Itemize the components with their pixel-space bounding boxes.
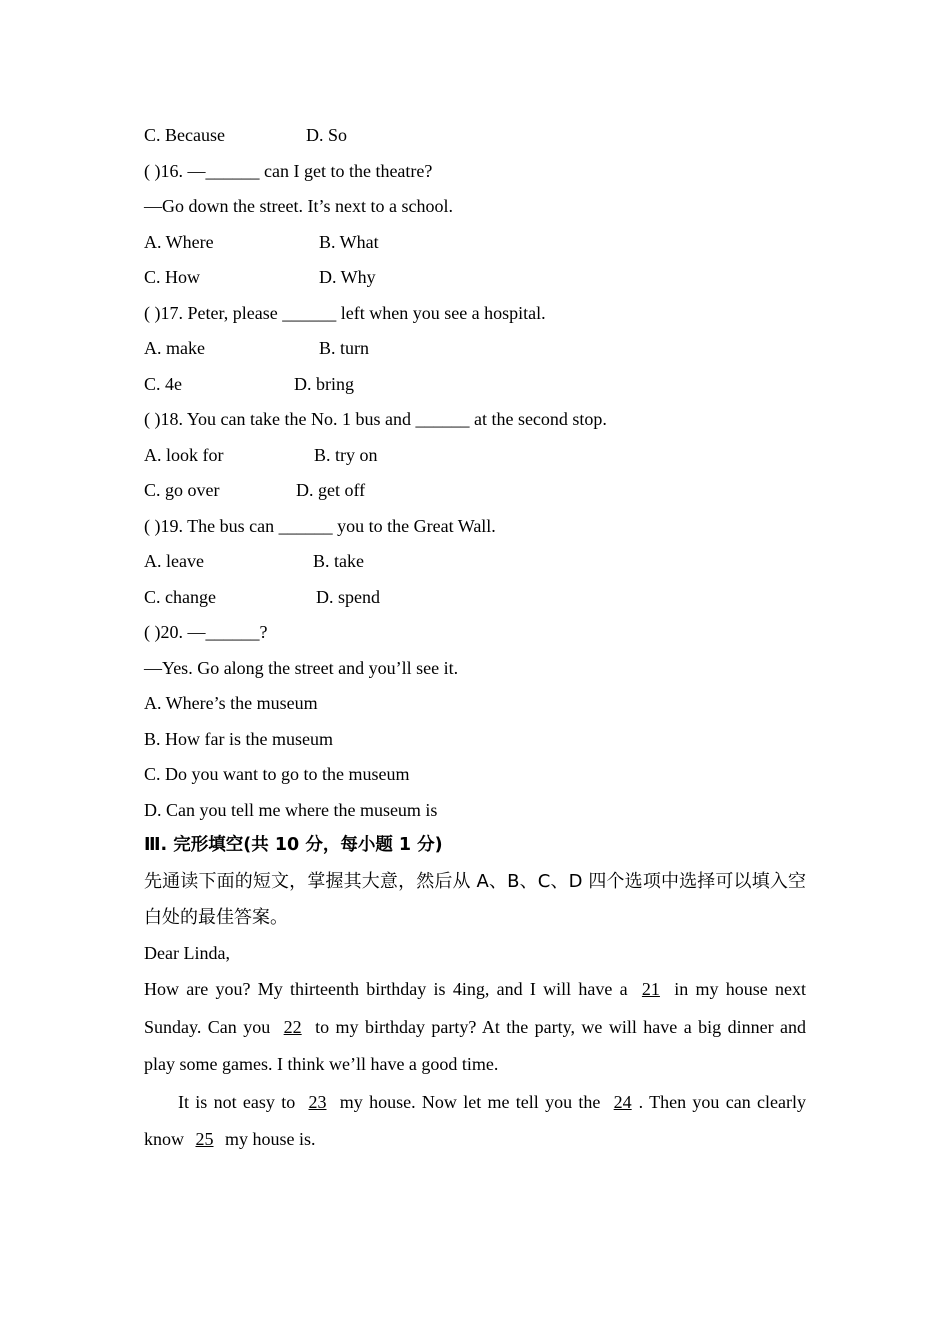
option-a: A. Where xyxy=(144,231,214,252)
option-c: C. go over xyxy=(144,480,220,500)
option-b: B. try on xyxy=(314,444,378,465)
question-18: ( )18. You can take the No. 1 bus and ______ at the second stop. xyxy=(144,409,607,429)
text-segment: my house is. xyxy=(220,1129,316,1149)
text-segment: my house. Now let me tell you the xyxy=(333,1091,607,1112)
q18-options-cd xyxy=(144,473,806,509)
option-d: D. So xyxy=(306,125,348,145)
q15-options-cd xyxy=(144,118,806,154)
option-c: C. change xyxy=(144,586,216,607)
text-segment: . Then you can clearly know xyxy=(144,1091,806,1149)
option-a: A. look for xyxy=(144,444,224,465)
question-20: ( )20. —______? xyxy=(144,622,268,642)
letter-paragraph-1 xyxy=(144,971,806,1084)
option-a: A. leave xyxy=(144,551,204,571)
option-d: D. get off xyxy=(296,480,366,500)
section-instruction: 先通读下面的短文，掌握其大意，然后从 A、B、C、D 四个选项中选择可以填入空白处的最佳答案。 xyxy=(144,870,806,928)
text-segment: to my birthday party? At the party, we will have a big dinner and play some games. I think we’ll have a good time. xyxy=(144,1016,807,1074)
option-c: C. 4e xyxy=(144,373,182,394)
question-16: ( )16. —______ can I get to the theatre? xyxy=(144,160,433,181)
option-d: D. bring xyxy=(294,373,354,394)
letter-greeting: Dear Linda, xyxy=(144,942,230,963)
question-19: ( )19. The bus can ______ you to the Great Wall. xyxy=(144,515,496,536)
q17-options-cd xyxy=(144,367,806,403)
question-20-reply: —Yes. Go along the street and you’ll see it. xyxy=(144,657,459,678)
q19-options-cd xyxy=(144,580,806,616)
blank-25: 25 xyxy=(195,1129,214,1149)
q17-options-ab xyxy=(144,331,806,367)
blank-24: 24 xyxy=(613,1091,632,1112)
option-a: A. make xyxy=(144,338,205,358)
blank-21: 21 xyxy=(641,979,660,999)
q16-options-cd xyxy=(144,260,806,296)
document-page xyxy=(144,118,806,1159)
option-d: D. spend xyxy=(316,586,380,607)
q16-options-ab xyxy=(144,225,806,261)
q18-options-ab xyxy=(144,438,806,474)
letter-paragraph-2 xyxy=(144,1084,806,1159)
q19-options-ab xyxy=(144,544,806,580)
section-heading: Ⅲ. 完形填空(共 10 分，每小题 1 分) xyxy=(144,835,443,855)
q20-option-a: A. Where’s the museum xyxy=(144,693,318,713)
q20-option-b: B. How far is the museum xyxy=(144,728,333,749)
option-c: C. Because xyxy=(144,125,225,145)
question-16-reply: —Go down the street. It’s next to a school. xyxy=(144,196,453,216)
text-segment: in my house next Sunday. Can you xyxy=(144,979,806,1037)
option-b: B. take xyxy=(313,551,364,571)
option-d: D. Why xyxy=(319,267,376,287)
option-c: C. How xyxy=(144,267,201,287)
q20-option-c: C. Do you want to go to the museum xyxy=(144,764,410,784)
blank-23: 23 xyxy=(308,1091,327,1112)
option-b: B. turn xyxy=(319,338,370,358)
text-segment: It is not easy to xyxy=(178,1091,302,1112)
blank-22: 22 xyxy=(283,1016,302,1037)
q20-option-d: D. Can you tell me where the museum is xyxy=(144,799,438,820)
question-17: ( )17. Peter, please ______ left when you see a hospital. xyxy=(144,302,546,323)
option-b: B. What xyxy=(319,231,379,252)
text-segment: How are you? My thirteenth birthday is 4ing, and I will have a xyxy=(144,979,635,999)
